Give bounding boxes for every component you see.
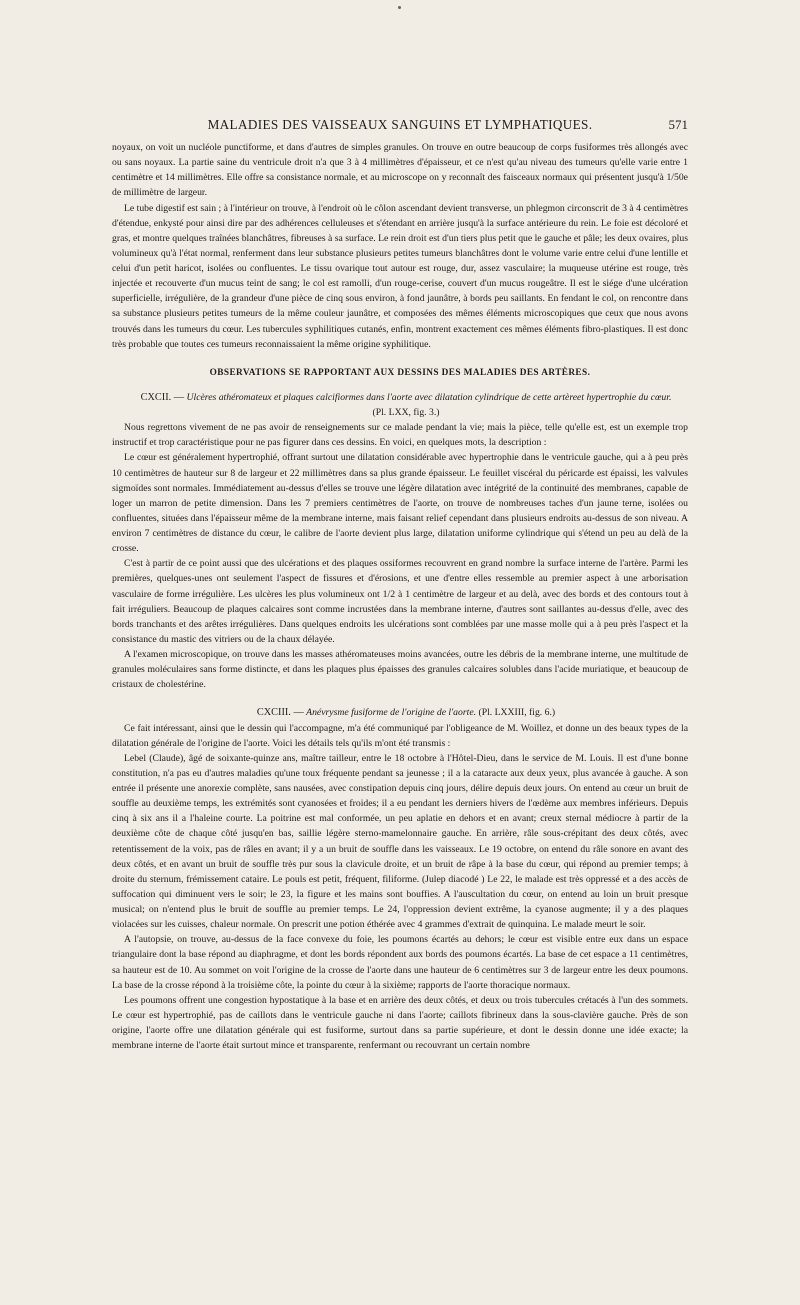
page-body (112, 140, 688, 1053)
section-spacer (112, 692, 688, 705)
paragraph: A l'autopsie, on trouve, au-dessus de la face convexe du foie, les poumons écartés au dehors; le cœur est visible entre eux dans un espace triangulaire dont la base répond au diaphragme, et dont les bords répondent aux bords des poumons écartés. La base de cet espace a 11 centimètres, sa hauteur est de 10. Au sommet on voit l'origine de la crosse de l'aorte dans une hauteur de 6 centimètres sur 3 de largeur entre les deux poumons. La base de la crosse répond à la troisième côte, la pointe du cœur à la sixième; rapports de l'aorte thoracique normaux. (112, 934, 688, 991)
paragraph: Lebel (Claude), âgé de soixante-quinze ans, maître tailleur, entre le 18 octobre à l'Hôtel-Dieu, dans le service de M. Louis. Il est d'une bonne constitution, n'a pas eu d'autres maladies qu'une toux fréquente pendant sa jeunesse ; il a la cataracte aux deux yeux, plus avancée à gauche. A son entrée il présente une anorexie complète, sans nausées, avec constipation depuis cinq jours, délire depuis deux jours. On entend au cœur un bruit de souffle au deuxième temps, les extrémités sont cyanosées et froides; il a eu pendant les derniers hivers de l'œdème aux membres inférieurs. Depuis cinq à six ans il a l'haleine courte. La poitrine est mal conformée, un peu aplatie en dehors et en avant; creux sternal médiocre à partir de la deuxième côte de chaque côté jusqu'en bas, saillie légère sterno-mamelonnaire gauche. En arrière, râle sous-crépitant des deux côtés, avec retentissement de la voix, pas de râles en avant; il y a un bruit de souffle dans les vaisseaux. Le 19 octobre, on entend du râle sonore en avant des deux côtés, et en avant un bruit de souffle très pur sous la clavicule droite, et un bruit de râpe à la base du cœur, qui répond au premier temps; à droite du sternum, frémissement cataire. Le pouls est petit, fréquent, filiforme. (Julep diacodé ) Le 22, le malade est très oppressé et a des accès de suffocation qui diminuent vers le soir; le 23, la figure et les mains sont bouffies. A l'auscultation du cœur, on entend au loin un bruit presque musical; on n'entend plus le bruit de souffle au premier temps. Le 24, l'oppression devient extrême, la cyanose augmente; il y a des plaques violacées sur les cuisses, chaleur normale. On prescrit une potion éthérée avec 4 grammes d'extrait de quinquina. Le malade meurt le soir. (112, 752, 688, 931)
paragraph: noyaux, on voit un nucléole punctiforme, et dans d'autres de simples granules. On trouve en outre beaucoup de corps fusiformes très allongés avec ou sans noyaux. La partie saine du ventricule droit n'a que 3 à 4 millimètres d'épaisseur, et ce n'est qu'au niveau des tumeurs qu'elle varie entre 1 centimètre et 14 millimètres. Elle offre sa consistance normale, et au microscope on y reconnaît des faisceaux normaux qui présentent jusqu'à 1/50e de millimètre de largeur. (112, 142, 688, 199)
page-number: 571 (668, 117, 688, 132)
observation-title (112, 390, 688, 405)
paragraph: Nous regrettons vivement de ne pas avoir de renseignements sur ce malade pendant la vie; mais la pièce, telle qu'elle est, est un exemple trop instructif et trop caractéristique pour ne pas figurer dans ces dessins. En voici, en quelques mots, la description : (112, 422, 688, 449)
paragraph: C'est à partir de ce point aussi que des ulcérations et des plaques ossiformes recouvrent en grand nombre la surface interne de l'artère. Parmi les premières, quelques-unes ont seulement l'aspect de fissures et d'érosions, et une d'entre elles ressemble au premier aspect à une arborisation vasculaire de forme irrégulière. Les ulcères les plus volumineux ont 1/2 à 1 centimètre de largeur et au delà, avec des bords et des contours tout à fait irréguliers. Beaucoup de plaques calcaires sont comme incrustées dans la membrane interne, d'autres sont saillantes au-dessus d'elle, avec des bords tranchants et des arêtes irrégulières. Dans quelques endroits les ulcérations sont comblées par une masse molle qui a à peu près l'aspect et la consistance du mastic des vitriers ou de la chaux délayée. (112, 558, 688, 645)
observation-number: CXCII. — (140, 391, 185, 403)
print-mark (398, 6, 401, 9)
paragraph: Les poumons offrent une congestion hypostatique à la base et en arrière des deux côtés, et deux ou trois tubercules crétacés à l'un des sommets. Le cœur est hypertrophié, pas de caillots dans le ventricule gauche ni dans l'aorte; caillots fibrineux dans la sous-clavière gauche. Près de son origine, l'aorte offre une dilatation générale qui est fusiforme, surtout dans sa partie supérieure, et dont le dessin donne une idée exacte; la membrane interne de l'aorte était surtout mince et transparente, renfermant ou recouvrant un certain nombre (112, 994, 688, 1052)
section-heading: OBSERVATIONS SE RAPPORTANT AUX DESSINS DES MALADIES DES ARTÈRES. (209, 367, 591, 378)
observation-number: CXCIII. — (256, 707, 304, 719)
running-header (112, 117, 688, 135)
plate-reference: (Pl. LXXIII, fig. 6.) (478, 707, 556, 719)
observation-title (112, 705, 688, 720)
observation-description: Ulcères athéromateux et plaques calcifiormes dans l'aorte avec dilatation cylindrique de cette artèreet hypertrophie du cœur. (186, 391, 672, 403)
paragraph: Le cœur est généralement hypertrophié, offrant surtout une dilatation considérable avec hypertrophie dans le ventricule gauche, qui a à peu près 10 centimètres de hauteur sur 8 de largeur et 22 millimètres dans sa plus grande épaisseur. Le feuillet viscéral du péricarde est épaissi, les valvules sigmoïdes sont normales. Immédiatement au-dessus d'elles se trouve une légère dilatation avec intégrité de la continuité des membranes, capable de loger un marron de petite dimension. Dans les 7 premiers centimètres de l'aorte, on trouve de nombreuses taches d'un jaune terne, isolées ou confluentes, situées dans l'épaisseur même de la membrane interne, mais faisant relief cependant dans plusieurs endroits au-dessus de son niveau. A environ 7 centimètres de distance du cœur, le calibre de l'aorte devient plus large, dilatation uniforme cylindrique qui s'étend un peu au delà de la crosse. (112, 452, 688, 555)
paragraph: Le tube digestif est sain ; à l'intérieur on trouve, à l'endroit où le côlon ascendant devient transverse, un phlegmon circonscrit de 3 à 4 centimètres d'étendue, enkysté pour ainsi dire par des adhérences celluleuses et s'étendant en arrière jusqu'à la surface antérieure du rein. Le foie est décoloré et gras, et montre quelques traînées blanchâtres, fibreuses à sa surface. Le rein droit est d'un tiers plus petit que le gauche et pâle; les deux ovaires, plus volumineux qu'à l'état normal, renferment dans leur substance plusieurs petites tumeurs blanchâtres dont le volume varie entre celui d'une lentille et celui d'un petit haricot, isolées ou confluentes. Le tissu ovarique tout autour est rouge, dur, assez vasculaire; la muqueuse utérine est rouge, très injectée et recouverte d'un mucus teint de sang; le col est ramolli, d'un rouge-cerise, couvert d'un mucus rougeâtre. Il est le siége d'une ulcération superficielle, irrégulière, de la grandeur d'une pièce de cinq sous environ, à fond jaunâtre, à bords peu saillants. En fendant le col, on rencontre dans sa substance plusieurs petites tumeurs de la même couleur jaunâtre, et composées des mêmes éléments microscopiques que ceux que nous avons trouvés dans les tumeurs du cœur. Les tubercules syphilitiques cutanés, enfin, montrent exactement ces mêmes éléments fibro-plastiques. Il est donc très probable que toutes ces tumeurs reconnaissaient la même origine syphilitique. (112, 202, 688, 350)
plate-reference: (Pl. LXX, fig. 3.) (372, 407, 440, 418)
observation-description: Anévrysme fusiforme de l'origine de l'aorte. (306, 707, 477, 719)
running-title: MALADIES DES VAISSEAUX SANGUINS ET LYMPHATIQUES. (207, 117, 593, 132)
paragraph: Ce fait intéressant, ainsi que le dessin qui l'accompagne, m'a été communiqué par l'obligeance de M. Woillez, et donne un des beaux types de la dilatation générale de l'origine de l'aorte. Voici les détails tels qu'ils m'ont été transmis : (112, 722, 688, 749)
paragraph: A l'examen microscopique, on trouve dans les masses athéromateuses moins avancées, outre les débris de la membrane interne, une multitude de granules moléculaires sans forme distincte, et dans les plaques plus épaisses des granules calcaires solubles dans l'acide muriatique, et beaucoup de cristaux de cholestérine. (112, 649, 688, 691)
